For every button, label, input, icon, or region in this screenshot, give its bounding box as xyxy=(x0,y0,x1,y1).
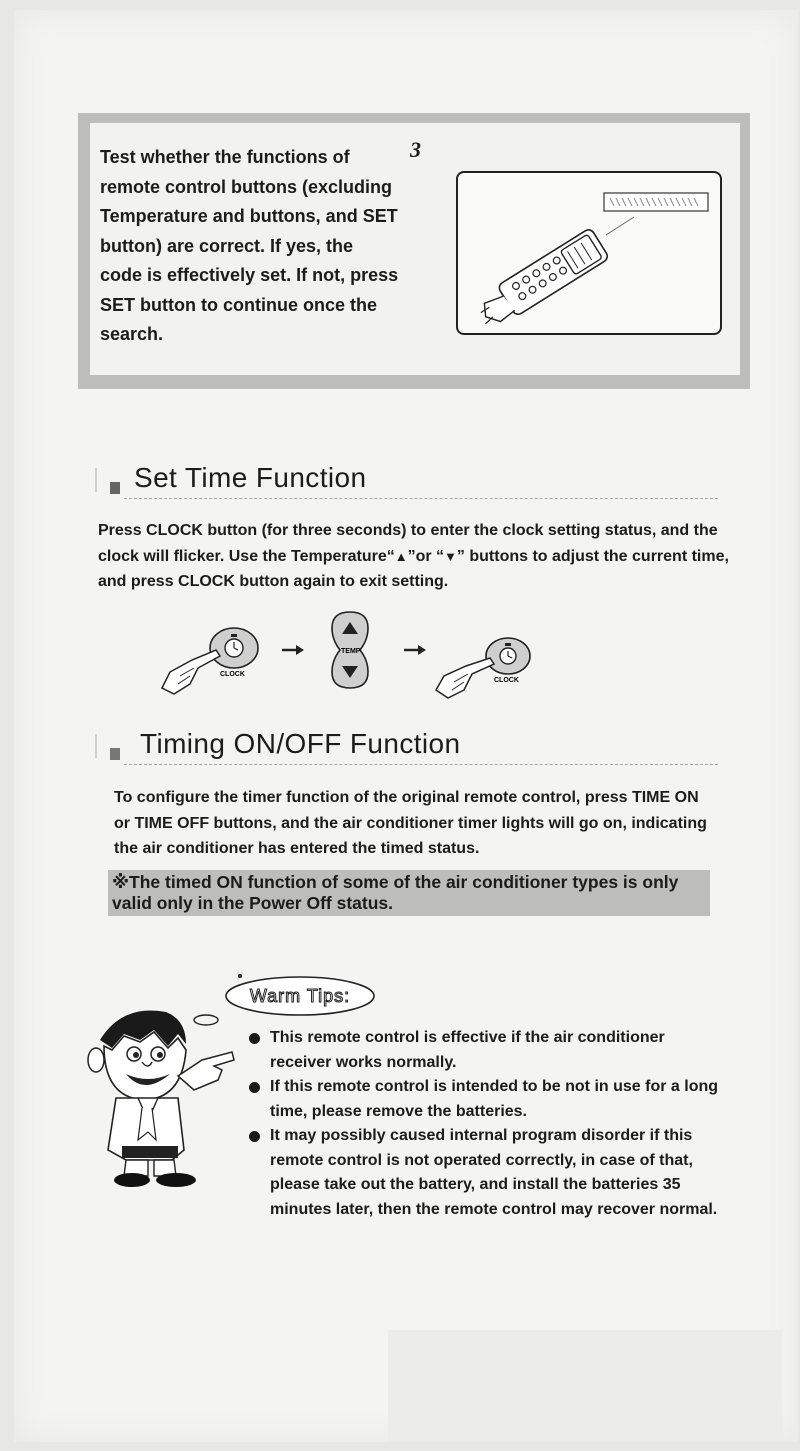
set-time-text-part3: ” buttons to adjust the current time, and press CLOCK button again to exit setting. xyxy=(98,547,729,590)
clock-setting-flow xyxy=(150,610,550,700)
timing-heading xyxy=(94,728,734,768)
warm-tips-badge xyxy=(220,972,380,1025)
section-square-icon xyxy=(94,462,122,496)
tip-text: It may possibly caused internal program disorder if this remote control is not operated correctly, in case of that, please take out the battery, and install the batteries 35 minutes later, then the remote control may recover normal. xyxy=(270,1127,718,1218)
timing-note: ※The timed ON function of some of the air conditioner types is only valid only in the Power Off status. xyxy=(108,870,710,916)
tip-text: This remote control is effective if the air conditioner receiver works normally. xyxy=(270,1029,665,1071)
warm-tips-bubble-icon xyxy=(220,972,380,1020)
down-symbol: ▼ xyxy=(444,548,457,564)
heading-rule xyxy=(124,764,718,765)
tip-item xyxy=(248,1124,718,1222)
set-time-heading xyxy=(94,462,734,502)
clock-label-2: CLOCK xyxy=(494,677,519,684)
pointing-boy-icon xyxy=(82,1000,242,1190)
tip-item xyxy=(248,1075,718,1124)
clock-flow-illustration xyxy=(150,610,550,700)
bullet-icon xyxy=(249,1082,260,1093)
set-time-title: Set Time Function xyxy=(134,462,367,493)
timing-description: To configure the timer function of the original remote control, press TIME ON or TIME OFF buttons, and the air conditioner timer lights will go on, indicating the air conditioner has entered the timed status. xyxy=(114,789,707,857)
cartoon-mascot xyxy=(82,1000,242,1195)
warm-tips-list xyxy=(248,1026,718,1222)
temp-label: TEMP xyxy=(341,648,361,655)
paper-patch xyxy=(388,1330,782,1442)
clock-label-1: CLOCK xyxy=(220,671,245,678)
up-symbol: ▲ xyxy=(394,548,408,564)
timing-title: Timing ON/OFF Function xyxy=(140,728,461,759)
remote-pointing-at-ac-icon xyxy=(458,173,720,333)
section-square-icon xyxy=(94,728,122,762)
set-time-description xyxy=(98,518,738,595)
bullet-icon xyxy=(249,1131,260,1142)
step-3-box xyxy=(78,113,750,389)
tip-item xyxy=(248,1026,718,1075)
heading-rule xyxy=(124,498,718,499)
bullet-icon xyxy=(249,1033,260,1044)
step-3-text: Test whether the functions of remote control buttons (excluding Temperature and buttons, and SET button) are correct. If yes, the code is effectively set. If not, press SET button to continue once the search. xyxy=(100,147,399,344)
set-time-text-part1: Press CLOCK button (for three seconds) to enter the clock setting status, and the clock will flicker. Use the Temperature“ xyxy=(98,522,718,565)
tip-text: If this remote control is intended to be not in use for a long time, please remove the batteries. xyxy=(270,1078,719,1120)
set-time-text-part2: ”or “ xyxy=(407,547,445,565)
step-number: 3 xyxy=(410,137,421,162)
warm-tips-heading: Warm Tips: xyxy=(249,986,351,1006)
remote-pairing-illustration xyxy=(456,171,722,335)
